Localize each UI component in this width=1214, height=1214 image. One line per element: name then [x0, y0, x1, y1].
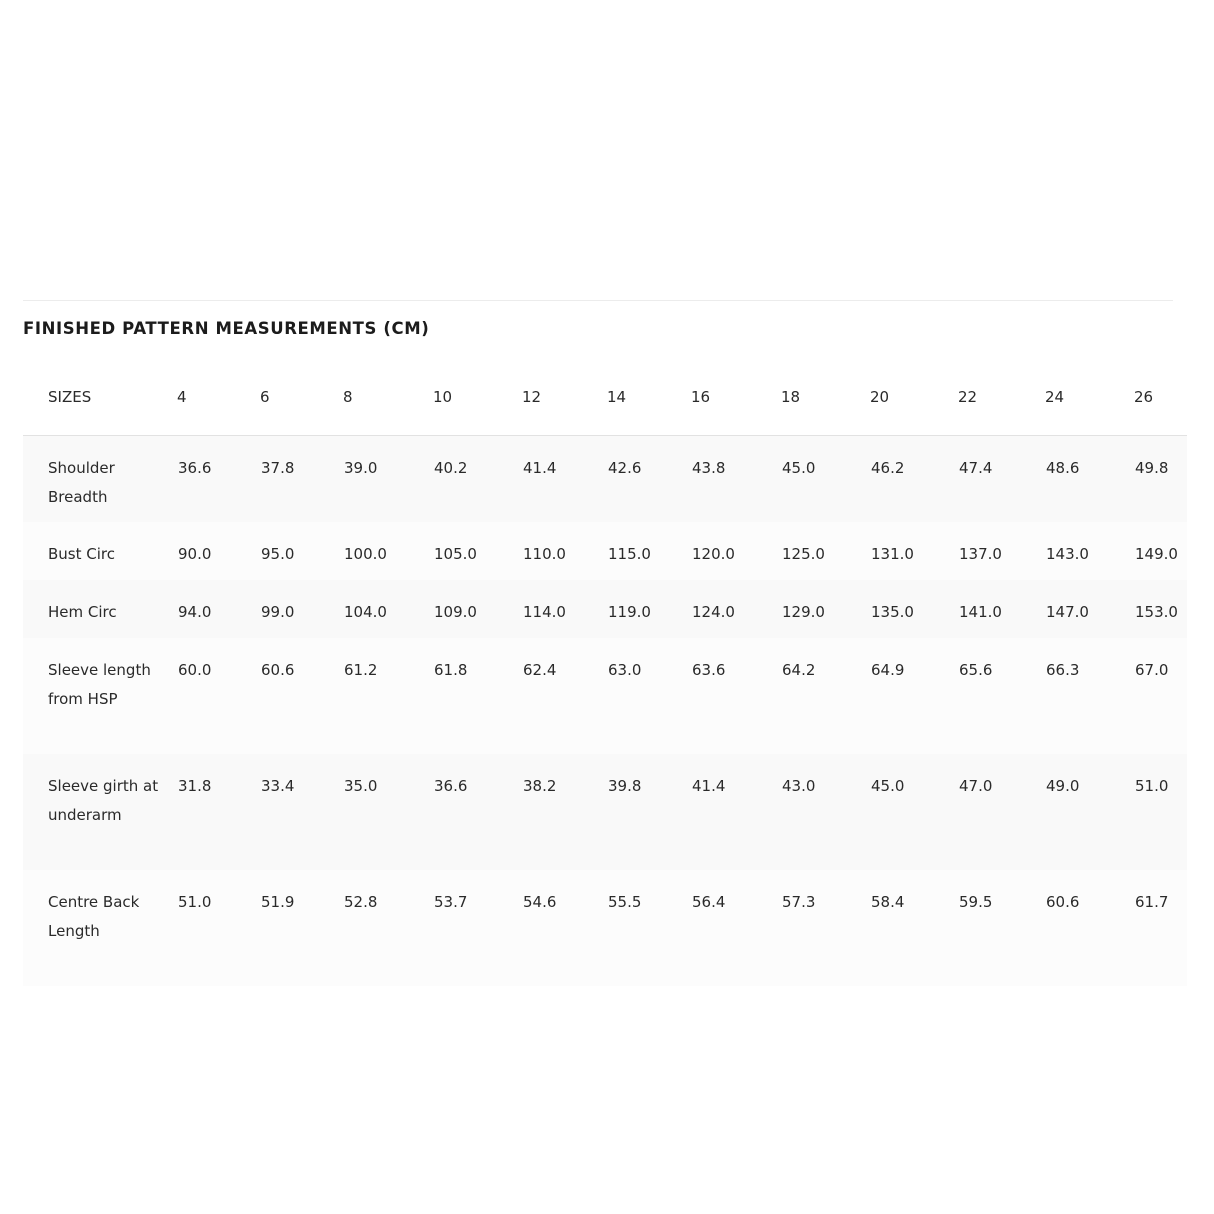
- header-cell-size: 4: [177, 359, 260, 436]
- table-cell: 39.0: [344, 459, 378, 477]
- header-cell-size: 10: [433, 359, 522, 436]
- table-cell: 90.0: [178, 545, 212, 563]
- table-cell: 65.6: [959, 661, 993, 679]
- header-cell-size: 16: [691, 359, 781, 436]
- table-cell: 114.0: [523, 603, 566, 621]
- table-cell: 53.7: [434, 893, 468, 911]
- table-cell: 115.0: [608, 545, 651, 563]
- table-cell: 57.3: [782, 893, 816, 911]
- table-cell: 38.2: [523, 777, 557, 795]
- row-label: Shoulder Breadth: [48, 459, 115, 506]
- table-cell: 56.4: [692, 893, 726, 911]
- table-cell: 58.4: [871, 893, 905, 911]
- header-cell-size: 22: [958, 359, 1045, 436]
- table-cell: 67.0: [1135, 661, 1169, 679]
- measurements-section: [23, 300, 1178, 986]
- table-cell: 64.2: [782, 661, 816, 679]
- table-cell: 104.0: [344, 603, 387, 621]
- table-cell: 45.0: [782, 459, 816, 477]
- row-label: Sleeve girth at underarm: [48, 777, 159, 824]
- table-cell: 51.0: [178, 893, 212, 911]
- table-row: [23, 580, 1187, 638]
- table-cell: 43.0: [782, 777, 816, 795]
- table-row: [23, 870, 1187, 986]
- table-cell: 124.0: [692, 603, 735, 621]
- row-label: Sleeve length from HSP: [48, 661, 151, 708]
- header-cell-size: 6: [260, 359, 343, 436]
- table-cell: 135.0: [871, 603, 914, 621]
- table-cell: 62.4: [523, 661, 557, 679]
- table-cell: 137.0: [959, 545, 1002, 563]
- table-cell: 31.8: [178, 777, 212, 795]
- table-cell: 61.2: [344, 661, 378, 679]
- header-cell-size: 12: [522, 359, 607, 436]
- table-cell: 109.0: [434, 603, 477, 621]
- table-cell: 47.0: [959, 777, 993, 795]
- table-cell: 95.0: [261, 545, 295, 563]
- table-cell: 143.0: [1046, 545, 1089, 563]
- table-cell: 63.0: [608, 661, 642, 679]
- table-cell: 54.6: [523, 893, 557, 911]
- table-header-row: [23, 359, 1187, 436]
- table-cell: 45.0: [871, 777, 905, 795]
- table-row: [23, 638, 1187, 754]
- table-cell: 105.0: [434, 545, 477, 563]
- header-cell-size: 20: [870, 359, 958, 436]
- header-cell-size: 8: [343, 359, 433, 436]
- row-label: Hem Circ: [48, 603, 117, 621]
- table-cell: 49.8: [1135, 459, 1169, 477]
- table-row: [23, 436, 1187, 523]
- row-label: Bust Circ: [48, 545, 115, 563]
- section-title: FINISHED PATTERN MEASUREMENTS (CM): [23, 319, 430, 338]
- table-cell: 64.9: [871, 661, 905, 679]
- table-cell: 141.0: [959, 603, 1002, 621]
- table-cell: 147.0: [1046, 603, 1089, 621]
- table-cell: 42.6: [608, 459, 642, 477]
- table-cell: 60.0: [178, 661, 212, 679]
- table-cell: 36.6: [434, 777, 468, 795]
- table-cell: 47.4: [959, 459, 993, 477]
- table-cell: 131.0: [871, 545, 914, 563]
- table-cell: 63.6: [692, 661, 726, 679]
- table-cell: 41.4: [692, 777, 726, 795]
- table-cell: 40.2: [434, 459, 468, 477]
- table-cell: 120.0: [692, 545, 735, 563]
- measurements-table: [23, 359, 1187, 986]
- table-cell: 129.0: [782, 603, 825, 621]
- table-cell: 36.6: [178, 459, 212, 477]
- table-cell: 100.0: [344, 545, 387, 563]
- table-cell: 43.8: [692, 459, 726, 477]
- table-cell: 59.5: [959, 893, 993, 911]
- table-cell: 52.8: [344, 893, 378, 911]
- table-cell: 51.9: [261, 893, 295, 911]
- header-cell-size: 26: [1134, 359, 1187, 436]
- table-cell: 153.0: [1135, 603, 1178, 621]
- table-cell: 37.8: [261, 459, 295, 477]
- table-row: [23, 754, 1187, 870]
- table-cell: 55.5: [608, 893, 642, 911]
- header-cell-size: 24: [1045, 359, 1134, 436]
- table-cell: 94.0: [178, 603, 212, 621]
- table-cell: 99.0: [261, 603, 295, 621]
- table-cell: 46.2: [871, 459, 905, 477]
- row-label: Centre Back Length: [48, 893, 140, 940]
- table-cell: 61.7: [1135, 893, 1169, 911]
- table-cell: 61.8: [434, 661, 468, 679]
- measurements-table-wrapper: [23, 359, 1178, 986]
- table-cell: 35.0: [344, 777, 378, 795]
- table-cell: 49.0: [1046, 777, 1080, 795]
- table-cell: 66.3: [1046, 661, 1080, 679]
- table-cell: 110.0: [523, 545, 566, 563]
- header-cell-size: 18: [781, 359, 870, 436]
- table-cell: 119.0: [608, 603, 651, 621]
- table-cell: 60.6: [1046, 893, 1080, 911]
- table-cell: 41.4: [523, 459, 557, 477]
- table-cell: 33.4: [261, 777, 295, 795]
- header-cell-size: 14: [607, 359, 691, 436]
- table-cell: 39.8: [608, 777, 642, 795]
- table-row: [23, 522, 1187, 580]
- table-cell: 60.6: [261, 661, 295, 679]
- table-cell: 51.0: [1135, 777, 1169, 795]
- header-cell-sizes: SIZES: [23, 359, 177, 436]
- table-cell: 48.6: [1046, 459, 1080, 477]
- table-cell: 149.0: [1135, 545, 1178, 563]
- table-cell: 125.0: [782, 545, 825, 563]
